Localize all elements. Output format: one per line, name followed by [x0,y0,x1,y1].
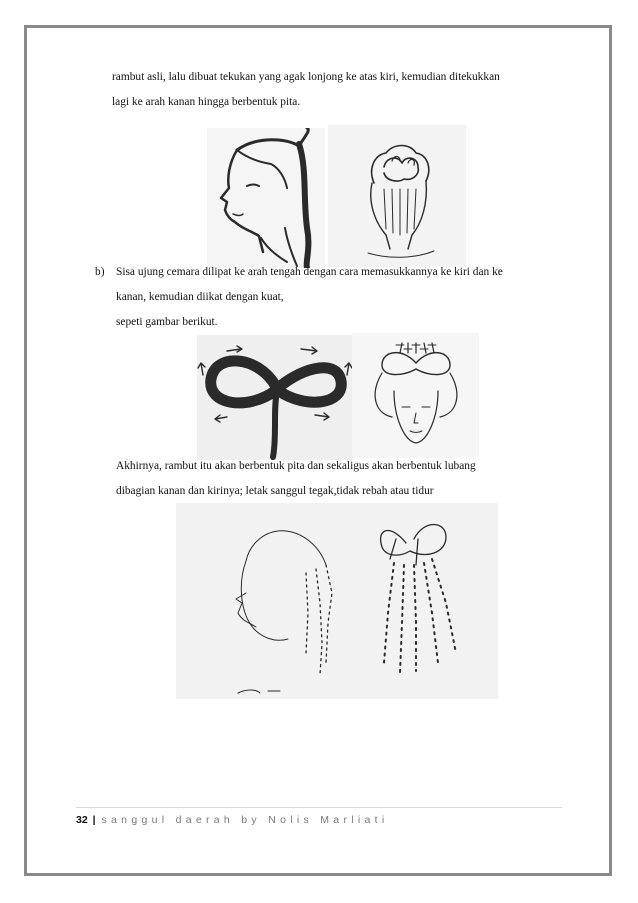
paragraph-b-line-1: Sisa ujung cemara dilipat ke arah tengah dengan cara memasukkannya ke kiri dan ke [116,266,503,278]
paragraph-b-line-3: sepeti gambar berikut. [116,316,218,328]
footer-separator: | [92,814,96,826]
intro-paragraph-line-1: rambut asli, lalu dibuat tekukan yang agak lonjong ke atas kiri, kemudian ditekukkan [112,71,500,83]
footer-rule [76,807,562,808]
final-paragraph-line-1: Akhirnya, rambut itu akan berbentuk pita dan sekaligus akan berbentuk lubang [116,460,476,472]
front-view-bow-sketch [352,333,479,458]
bow-fold-diagram [197,335,352,460]
final-paragraph-line-2: dibagian kanan dan kirinya; letak sanggul tegak,tidak rebah atau tidur [116,485,434,497]
paragraph-b-line-2: kanan, kemudian diikat dengan kuat, [116,291,284,303]
finished-bow-hairstyle-sketch [176,503,498,699]
list-marker-b: b) [95,266,105,278]
profile-ponytail-sketch [207,128,325,268]
intro-paragraph-line-2: lagi ke arah kanan hingga berbentuk pita. [112,96,301,108]
running-title: sanggul daerah by Nolis Marliati [101,814,389,826]
bun-rear-view-sketch [328,125,466,267]
page-number: 32 [76,814,88,826]
page-footer [76,814,389,826]
